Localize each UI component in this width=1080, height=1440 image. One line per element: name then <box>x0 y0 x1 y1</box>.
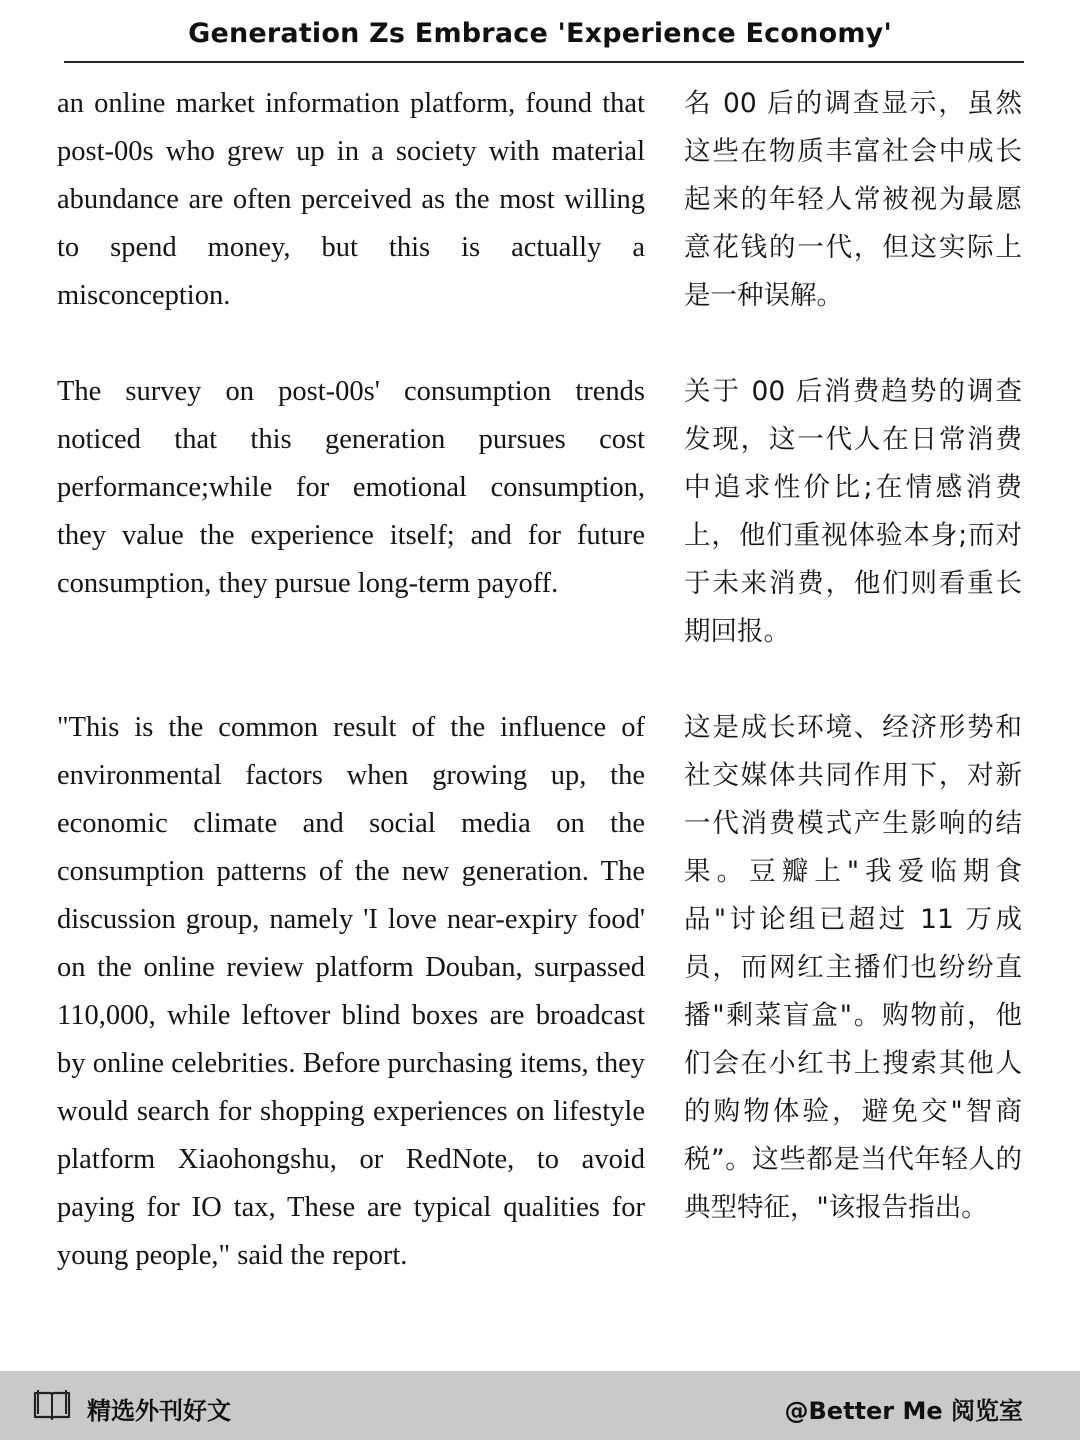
title-divider <box>64 61 1024 63</box>
paragraph-3-english: "This is the common result of the influence of environmental factors when growing up, the economic climate and social media on the consumption patterns of the new generation. The discussion group, namely 'I love near-expiry food' on the online review platform Douban, surpassed 110,000, while leftover blind boxes are broadcast by online celebrities. Before purchasing items, they would search for shopping experiences on lifestyle platform Xiaohongshu, or RedNote, to avoid paying for IO tax, These are typical qualities for young people," said the report. <box>57 712 645 1271</box>
paragraph-3-chinese: 这是成长环境、经济形势和社交媒体共同作用下，对新一代消费模式产生影响的结果。豆瓣上"我爱临期食品"讨论组已超过 11 万成员，而网红主播们也纷纷直播"剩菜盲盒"。购物前，他们会在小红书上搜索其他人的购物体验，避免交"智商税”。这些都是当代年轻人的典型特征，"该报告指出。 <box>684 712 1022 1223</box>
page-title: Generation Zs Embrace 'Experience Economy' <box>188 18 892 49</box>
paragraph-1-chinese: 名 00 后的调查显示，虽然这些在物质丰富社会中成长起来的年轻人常被视为最愿意花钱的一代，但这实际上是一种误解。 <box>684 88 1022 311</box>
open-book-icon <box>33 1389 71 1421</box>
paragraph-2-english: The survey on post-00s' consumption trends noticed that this generation pursues cost performance;while for emotional consumption, they value the experience itself; and for future consumption, they pursue long-term payoff. <box>57 376 645 599</box>
paragraph-2-chinese: 关于 00 后消费趋势的调查发现，这一代人在日常消费中追求性价比;在情感消费上，他们重视体验本身;而对于未来消费，他们则看重长期回报。 <box>684 376 1022 647</box>
footer-account-handle: @Better Me 阅览室 <box>784 1397 1023 1425</box>
footer-bar <box>0 1371 1080 1440</box>
footer-section-label: 精选外刊好文 <box>87 1397 231 1425</box>
paragraph-1-english: an online market information platform, found that post-00s who grew up in a society with material abundance are often perceived as the most willing to spend money, but this is actually a misconception. <box>57 88 645 311</box>
